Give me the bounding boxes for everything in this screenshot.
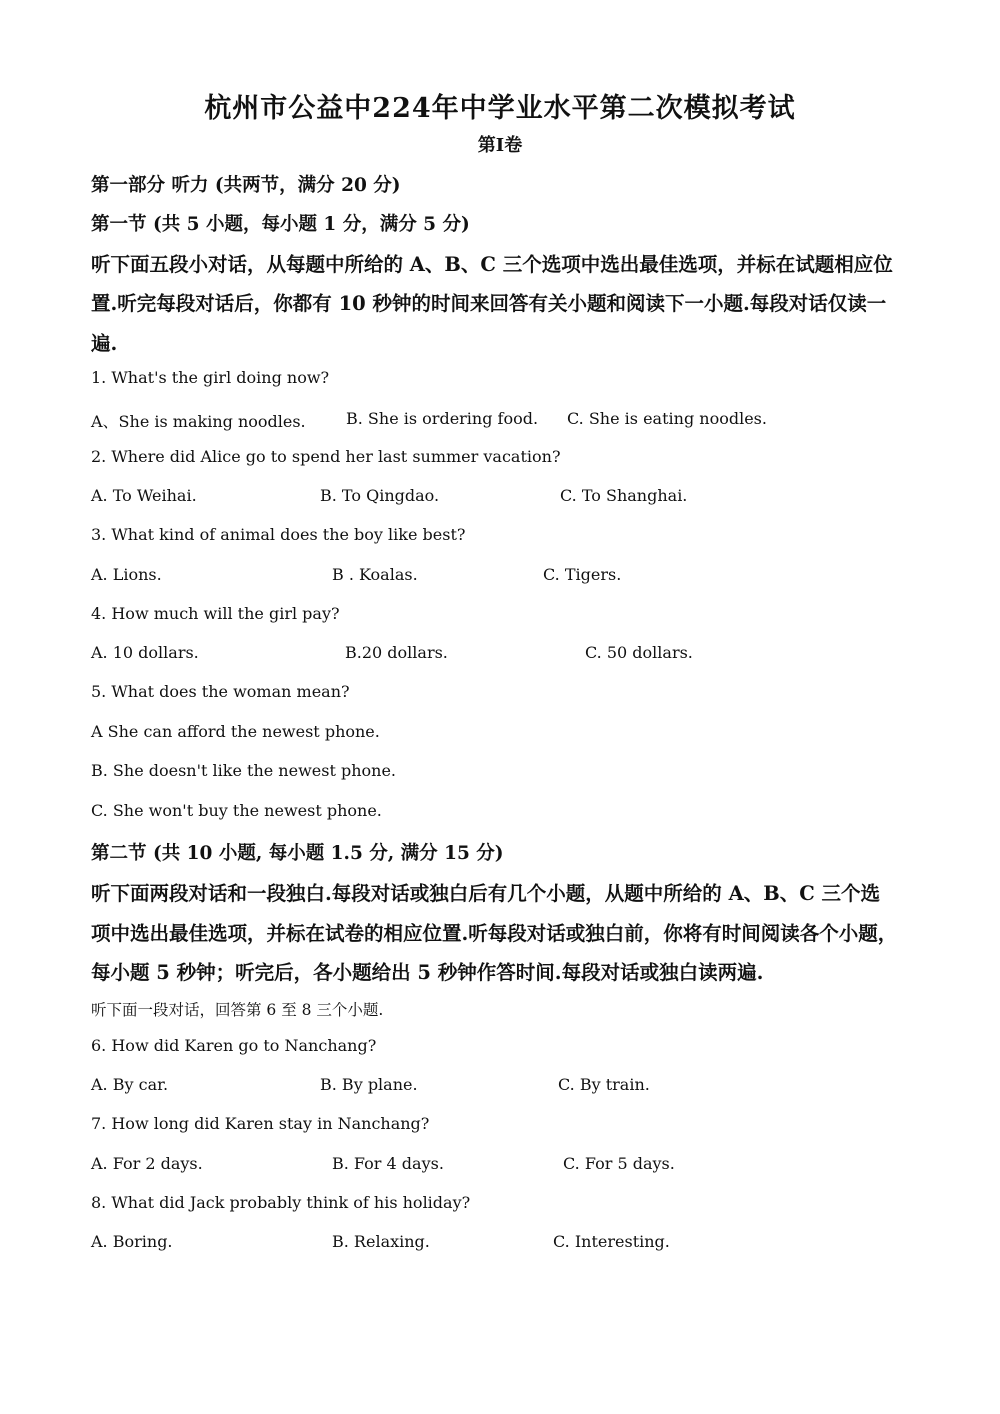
q6-option-c: C. By train. [558, 1075, 650, 1094]
q1-option-c: C. She is eating noodles. [567, 409, 767, 428]
q5-option-b: B. She doesn't like the newest phone. [91, 761, 396, 780]
q7-option-a: A. For 2 days. [91, 1154, 203, 1173]
dialogue-note: 听下面一段对话，回答第 6 至 8 三个小题. [91, 1001, 384, 1019]
question-3: 3. What kind of animal does the boy like best? [91, 525, 466, 544]
q6-option-b: B. By plane. [320, 1075, 418, 1094]
q3-option-b: B . Koalas. [332, 565, 418, 584]
q7-option-b: B. For 4 days. [332, 1154, 444, 1173]
q2-option-c: C. To Shanghai. [560, 486, 688, 505]
question-6: 6. How did Karen go to Nanchang? [91, 1036, 377, 1055]
q2-option-b: B. To Qingdao. [320, 486, 440, 505]
q4-option-a: A. 10 dollars. [91, 643, 199, 662]
q8-option-b: B. Relaxing. [332, 1232, 430, 1251]
section1-instruction-line: 遍. [91, 332, 118, 355]
question-2: 2. Where did Alice go to spend her last summer vacation? [91, 447, 561, 466]
q8-option-c: C. Interesting. [553, 1232, 670, 1251]
question-1: 1. What's the girl doing now? [91, 368, 330, 387]
question-7: 7. How long did Karen stay in Nanchang? [91, 1114, 430, 1133]
section2-instruction-line: 项中选出最佳选项，并标在试卷的相应位置.听每段对话或独白前，你将有时间阅读各个小题， [91, 922, 898, 945]
question-5: 5. What does the woman mean? [91, 682, 350, 701]
q2-option-a: A. To Weihai. [91, 486, 197, 505]
question-8: 8. What did Jack probably think of his holiday? [91, 1193, 471, 1212]
section2-instruction-line: 听下面两段对话和一段独白.每段对话或独白后有几个小题，从题中所给的 A、B、C 三个选 [91, 882, 880, 905]
q5-option-c: C. She won't buy the newest phone. [91, 801, 382, 820]
q4-option-b: B.20 dollars. [345, 643, 448, 662]
question-4: 4. How much will the girl pay? [91, 604, 340, 623]
paper-volume-label: 第Ⅰ卷 [477, 135, 523, 156]
q6-option-a: A. By car. [91, 1075, 169, 1094]
exam-title: 杭州市公益中224年中学业水平第二次模拟考试 [204, 93, 796, 124]
q1-option-b: B. She is ordering food. [346, 409, 539, 428]
q4-option-c: C. 50 dollars. [585, 643, 693, 662]
section1-heading: 第一节 (共 5 小题，每小题 1 分，满分 5 分) [91, 214, 470, 235]
q5-option-a: A She can afford the newest phone. [91, 722, 380, 741]
q3-option-a: A. Lions. [91, 565, 162, 584]
section1-instruction-line: 置.听完每段对话后，你都有 10 秒钟的时间来回答有关小题和阅读下一小题.每段对话仅读一 [91, 292, 887, 315]
q7-option-c: C. For 5 days. [563, 1154, 675, 1173]
q8-option-a: A. Boring. [91, 1232, 173, 1251]
q1-option-a: A、She is making noodles. [91, 412, 306, 431]
section2-heading: 第二节 (共 10 小题, 每小题 1.5 分, 满分 15 分) [91, 843, 504, 864]
section2-instruction-line: 每小题 5 秒钟；听完后，各小题给出 5 秒钟作答时间.每段对话或独白读两遍. [91, 961, 764, 984]
q3-option-c: C. Tigers. [543, 565, 622, 584]
part1-heading: 第一部分 听力 (共两节，满分 20 分) [91, 175, 401, 196]
section1-instruction-line: 听下面五段小对话，从每题中所给的 A、B、C 三个选项中选出最佳选项，并标在试题相应位 [91, 253, 893, 276]
